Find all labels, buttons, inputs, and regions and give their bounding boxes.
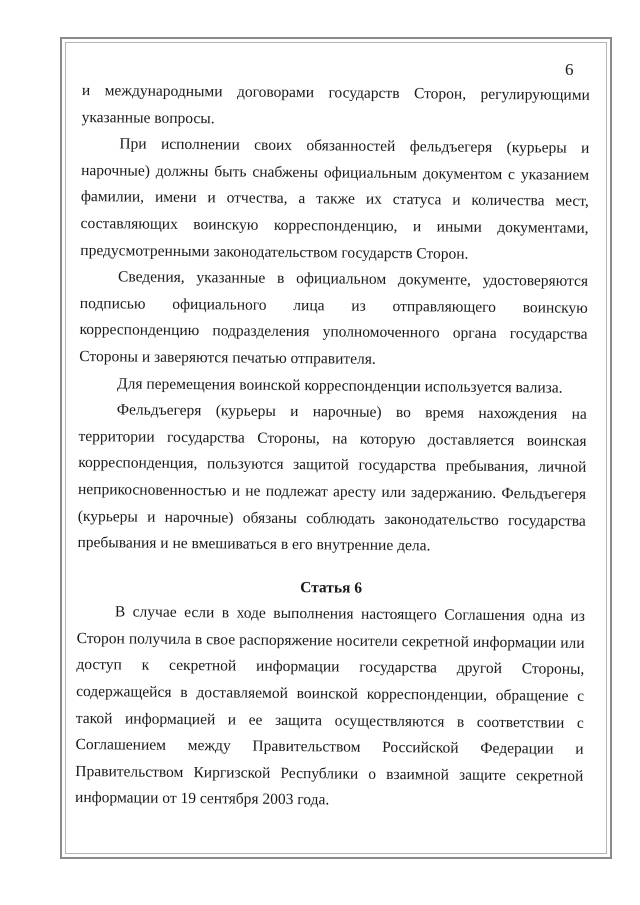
paragraph-valise: Для перемещения воинской корреспонденции используется вализа. — [116, 374, 563, 397]
paragraph-courier-immunity: Фельдъегеря (курьеры и нарочные) во время нахождения на территории государства Стороны, на которую доставляется воинская корреспонденция, пользуются защитой государства пребывания, личной неприкосновенностью и не подлежат аресту или задержанию. Фельдъегеря (курьеры и нарочные) обязаны соблюдать законодательство государства пребывания и не вмешиваться в его внутренние дела. — [77, 401, 587, 555]
document-body — [75, 78, 590, 817]
paragraph-continuation: и международными договорами государств Сторон, регулирующими указанные вопросы. — [81, 81, 590, 127]
page-number: 6 — [565, 60, 574, 79]
paragraph-official-signature: Сведения, указанные в официальном документе, удостоверяются подписью официального лица из отправляющего воинскую корреспонденцию подразделения уполномоченного органа государства Стороны и заверяются печатью отправителя. — [79, 268, 589, 368]
article-heading: Статья 6 — [300, 578, 363, 597]
paragraph-secret-information: В случае если в ходе выполнения настоящего Соглашения одна из Сторон получила в свое распоряжение носители секретной информации или доступ к секретной информации государства другой Стороны, содержащейся в доставляемой воинской корреспонденции, обращение с такой информацией и ее защита осуществляются в соответствии с Соглашением между Правительством Российской Федерации и Правительством Киргизской Республики о взаимной защите секретной информации от 19 сентября 2003 года. — [75, 603, 585, 809]
paragraph-courier-documents: При исполнении своих обязанностей фельдъегеря (курьеры и нарочные) должны быть снабжены официальным документом с указанием фамилии, имени и отчества, а также их статуса и количества мест, составляющих воинскую корреспонденцию, и иными документами, предусмотренными законодательством государств Сторон. — [80, 135, 590, 263]
